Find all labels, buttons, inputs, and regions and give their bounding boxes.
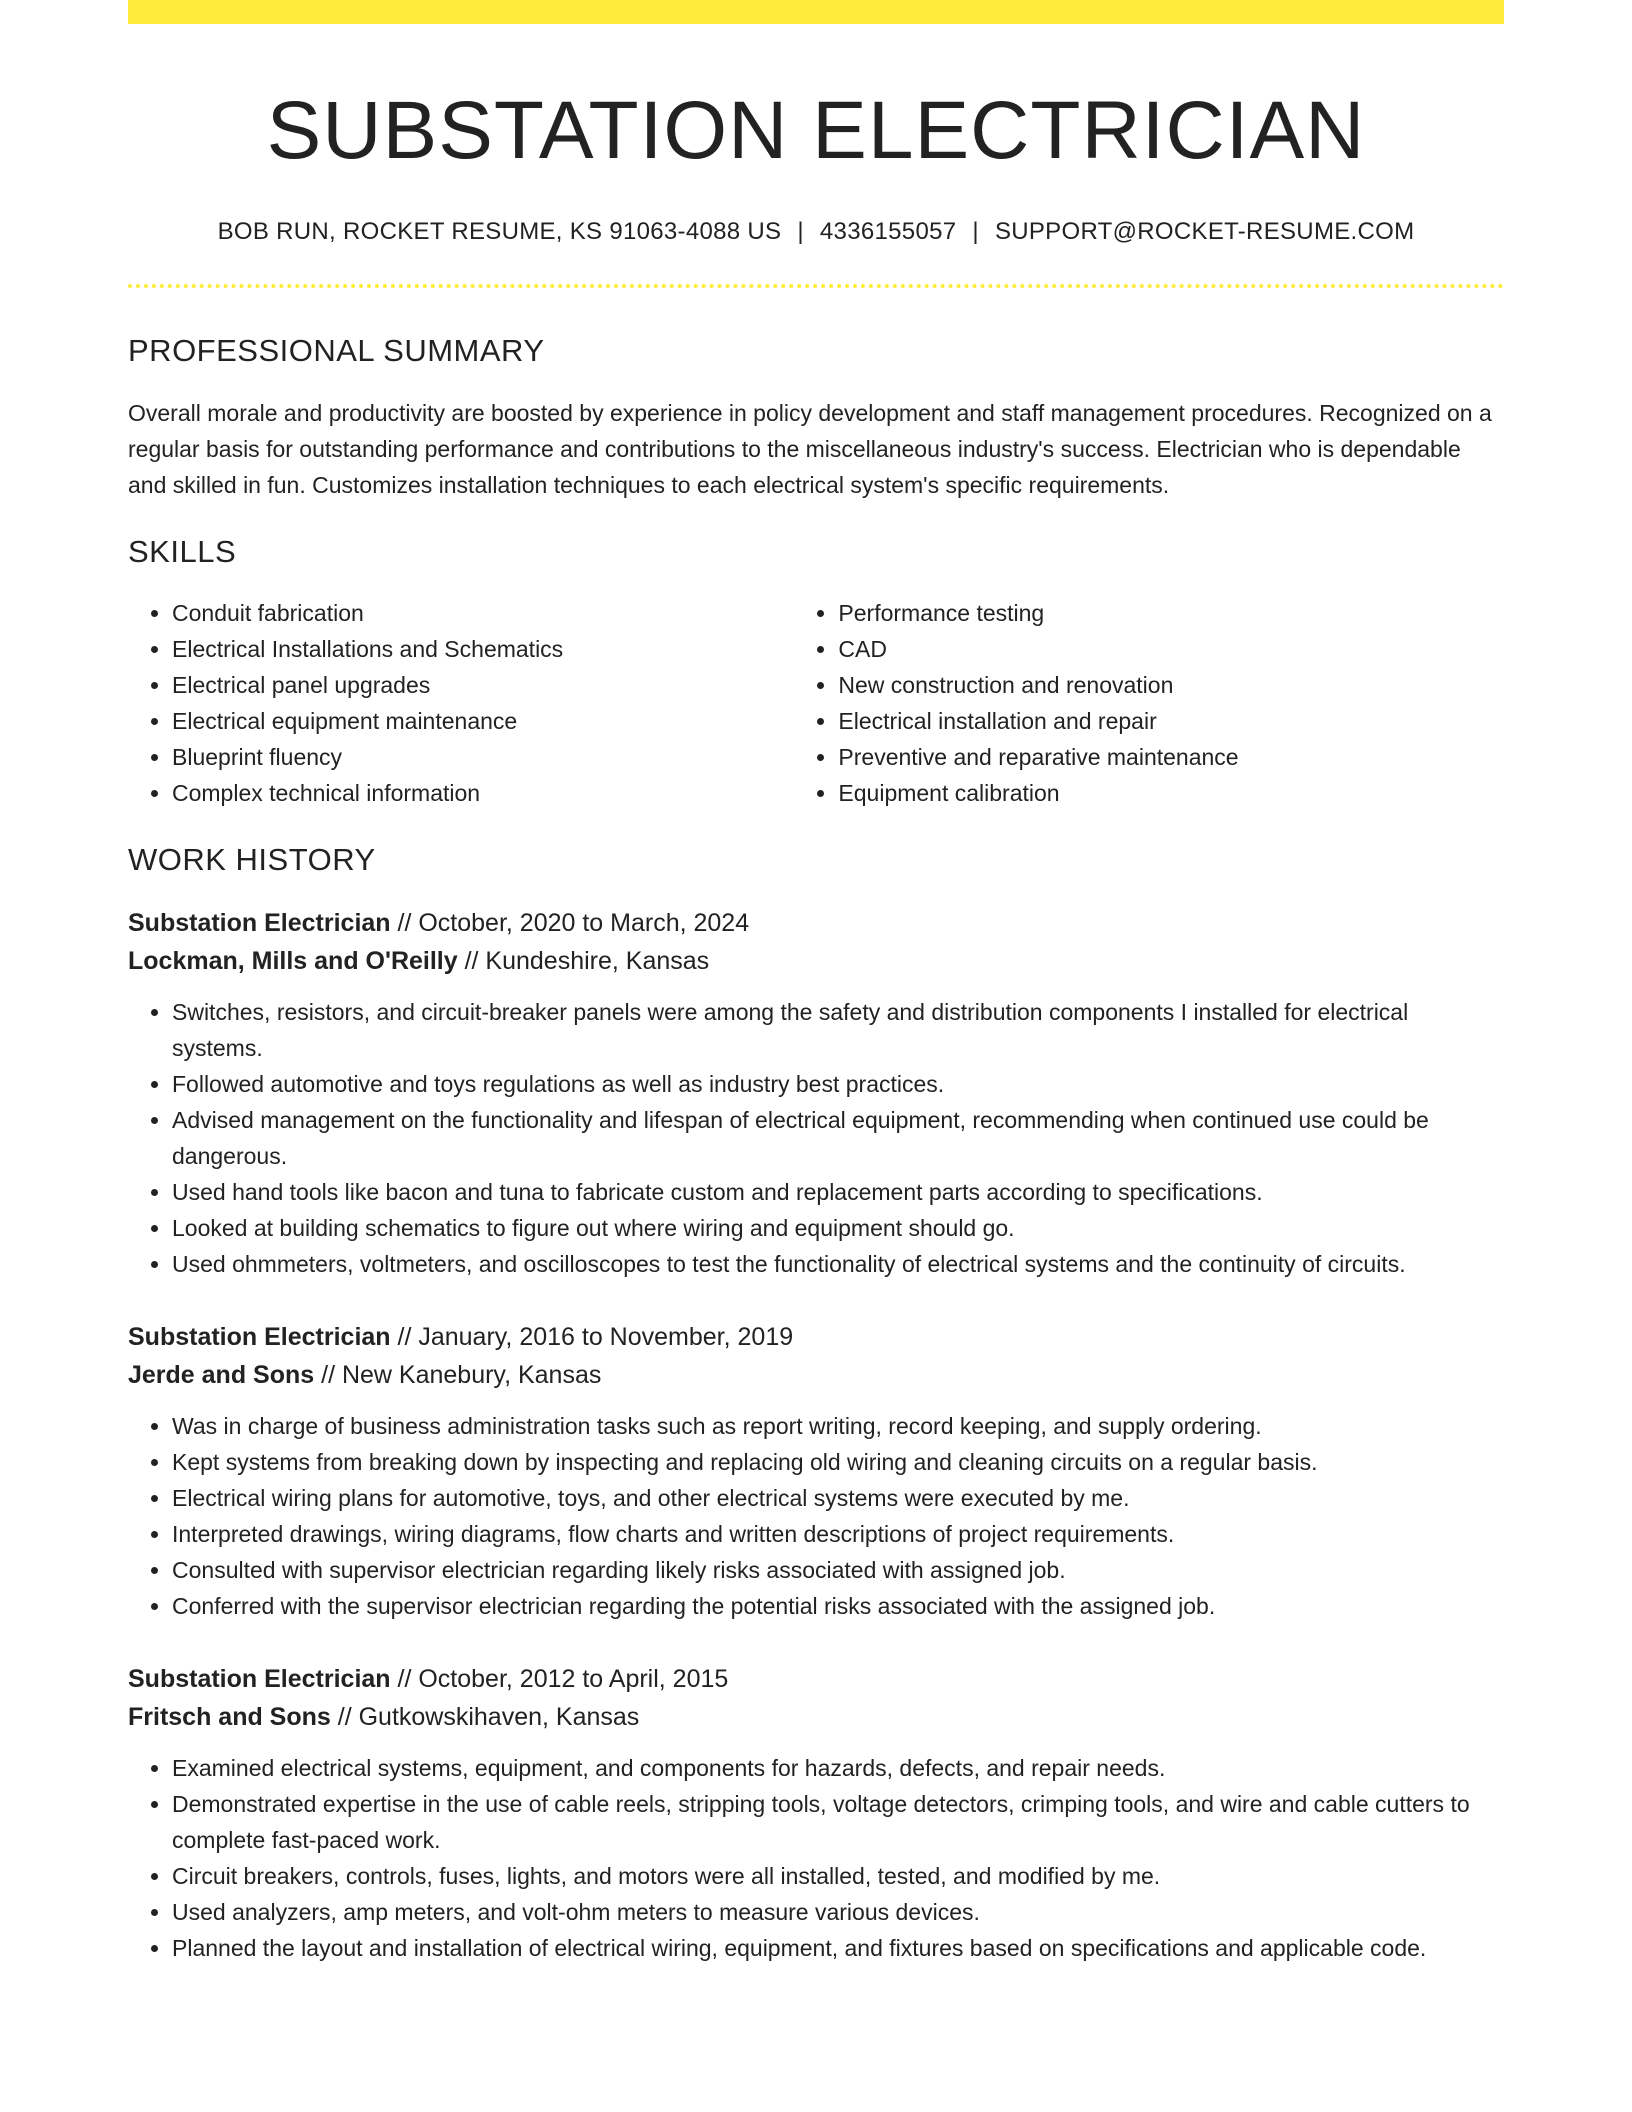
- job-role: Substation Electrician: [128, 1322, 391, 1351]
- summary-text: Overall morale and productivity are boosted by experience in policy development and staff management procedures. Recognized on a regular basis for outstanding performance and contributions to the miscellaneous industry's success. Electrician who is dependable and skilled in fun. Customizes installation techniques to each electrical system's specific requirements.: [128, 400, 1492, 499]
- job-location: // Gutkowskihaven, Kansas: [330, 1702, 640, 1731]
- skills-right-list: [794, 595, 1504, 811]
- job-company: Lockman, Mills and O'Reilly: [128, 946, 458, 975]
- candidate-name: SUBSTATION ELECTRICIAN: [266, 85, 1366, 176]
- contact-line: [128, 218, 1504, 246]
- job-dates: // October, 2012 to April, 2015: [390, 1664, 729, 1693]
- skill-item: • Electrical equipment maintenance: [172, 703, 794, 739]
- job-bullet: • Planned the layout and installation of electrical wiring, equipment, and fixtures based on specifications and applicable code.: [172, 1930, 1504, 1966]
- contact-email: SUPPORT@ROCKET-RESUME.COM: [994, 218, 1415, 246]
- job-company-line: [128, 1356, 1504, 1394]
- job-entry: [128, 1318, 1504, 1624]
- job-location: // New Kanebury, Kansas: [314, 1360, 602, 1389]
- job-company: Jerde and Sons: [128, 1360, 315, 1389]
- skill-item: • Electrical panel upgrades: [172, 667, 794, 703]
- job-role: Substation Electrician: [128, 908, 391, 937]
- contact-phone: 4336155057: [819, 218, 957, 246]
- job-bullet: • Electrical wiring plans for automotive, toys, and other electrical systems were executed by me.: [172, 1480, 1504, 1516]
- job-company-line: [128, 942, 1504, 980]
- job-bullet: • Used analyzers, amp meters, and volt-ohm meters to measure various devices.: [172, 1894, 1504, 1930]
- job-bullet: • Kept systems from breaking down by inspecting and replacing old wiring and cleaning circuits on a regular basis.: [172, 1444, 1504, 1480]
- job-bullet: • Circuit breakers, controls, fuses, lights, and motors were all installed, tested, and modified by me.: [172, 1858, 1504, 1894]
- job-title-line: [128, 904, 1504, 942]
- skill-item: • Electrical installation and repair: [838, 703, 1504, 739]
- skill-item: • CAD: [838, 631, 1504, 667]
- job-bullet: • Interpreted drawings, wiring diagrams, flow charts and written descriptions of project requirements.: [172, 1516, 1504, 1552]
- job-title-line: [128, 1660, 1504, 1698]
- skill-item: • Electrical Installations and Schematics: [172, 631, 794, 667]
- job-bullet: • Conferred with the supervisor electrician regarding the potential risks associated with the assigned job.: [172, 1588, 1504, 1624]
- summary-heading: PROFESSIONAL SUMMARY: [128, 333, 545, 369]
- work-history-heading: WORK HISTORY: [128, 841, 376, 877]
- job-company: Fritsch and Sons: [128, 1702, 331, 1731]
- skill-item: • Conduit fabrication: [172, 595, 794, 631]
- job-dates: // October, 2020 to March, 2024: [390, 908, 750, 937]
- job-bullet: • Consulted with supervisor electrician regarding likely risks associated with assigned job.: [172, 1552, 1504, 1588]
- job-bullet: • Looked at building schematics to figure out where wiring and equipment should go.: [172, 1210, 1504, 1246]
- job-bullet: • Examined electrical systems, equipment, and components for hazards, defects, and repair needs.: [172, 1750, 1504, 1786]
- job-bullets: [128, 1750, 1504, 1966]
- job-bullet: • Followed automotive and toys regulations as well as industry best practices.: [172, 1066, 1504, 1102]
- skills-columns: [128, 595, 1504, 811]
- job-bullet: • Used hand tools like bacon and tuna to fabricate custom and replacement parts according to specifications.: [172, 1174, 1504, 1210]
- job-bullet: • Switches, resistors, and circuit-breaker panels were among the safety and distribution components I installed for electrical systems.: [172, 994, 1504, 1066]
- skill-item: • New construction and renovation: [838, 667, 1504, 703]
- contact-separator: |: [797, 218, 804, 246]
- skill-item: • Performance testing: [838, 595, 1504, 631]
- job-bullet: • Was in charge of business administration tasks such as report writing, record keeping, and supply ordering.: [172, 1408, 1504, 1444]
- top-accent-bar: [128, 0, 1504, 24]
- job-bullets: [128, 1408, 1504, 1624]
- contact-separator: |: [972, 218, 979, 246]
- skill-item: • Equipment calibration: [838, 775, 1504, 811]
- job-location: // Kundeshire, Kansas: [457, 946, 710, 975]
- job-bullet: • Used ohmmeters, voltmeters, and oscilloscopes to test the functionality of electrical systems and the continuity of circuits.: [172, 1246, 1504, 1282]
- contact-address: BOB RUN, ROCKET RESUME, KS 91063-4088 US: [217, 218, 782, 246]
- job-company-line: [128, 1698, 1504, 1736]
- skills-heading: SKILLS: [128, 534, 237, 570]
- skills-left-list: [128, 595, 794, 811]
- skill-item: • Complex technical information: [172, 775, 794, 811]
- job-entry: [128, 1660, 1504, 1966]
- skill-item: • Preventive and reparative maintenance: [838, 739, 1504, 775]
- job-role: Substation Electrician: [128, 1664, 391, 1693]
- job-bullet: • Advised management on the functionality and lifespan of electrical equipment, recommending when continued use could be dangerous.: [172, 1102, 1504, 1174]
- resume-page: [128, 0, 1504, 1966]
- job-title-line: [128, 1318, 1504, 1356]
- job-dates: // January, 2016 to November, 2019: [390, 1322, 794, 1351]
- job-bullets: [128, 994, 1504, 1282]
- dotted-divider: [128, 284, 1504, 288]
- job-entry: [128, 904, 1504, 1282]
- skill-item: • Blueprint fluency: [172, 739, 794, 775]
- job-bullet: • Demonstrated expertise in the use of cable reels, stripping tools, voltage detectors, crimping tools, and wire and cable cutters to complete fast-paced work.: [172, 1786, 1504, 1858]
